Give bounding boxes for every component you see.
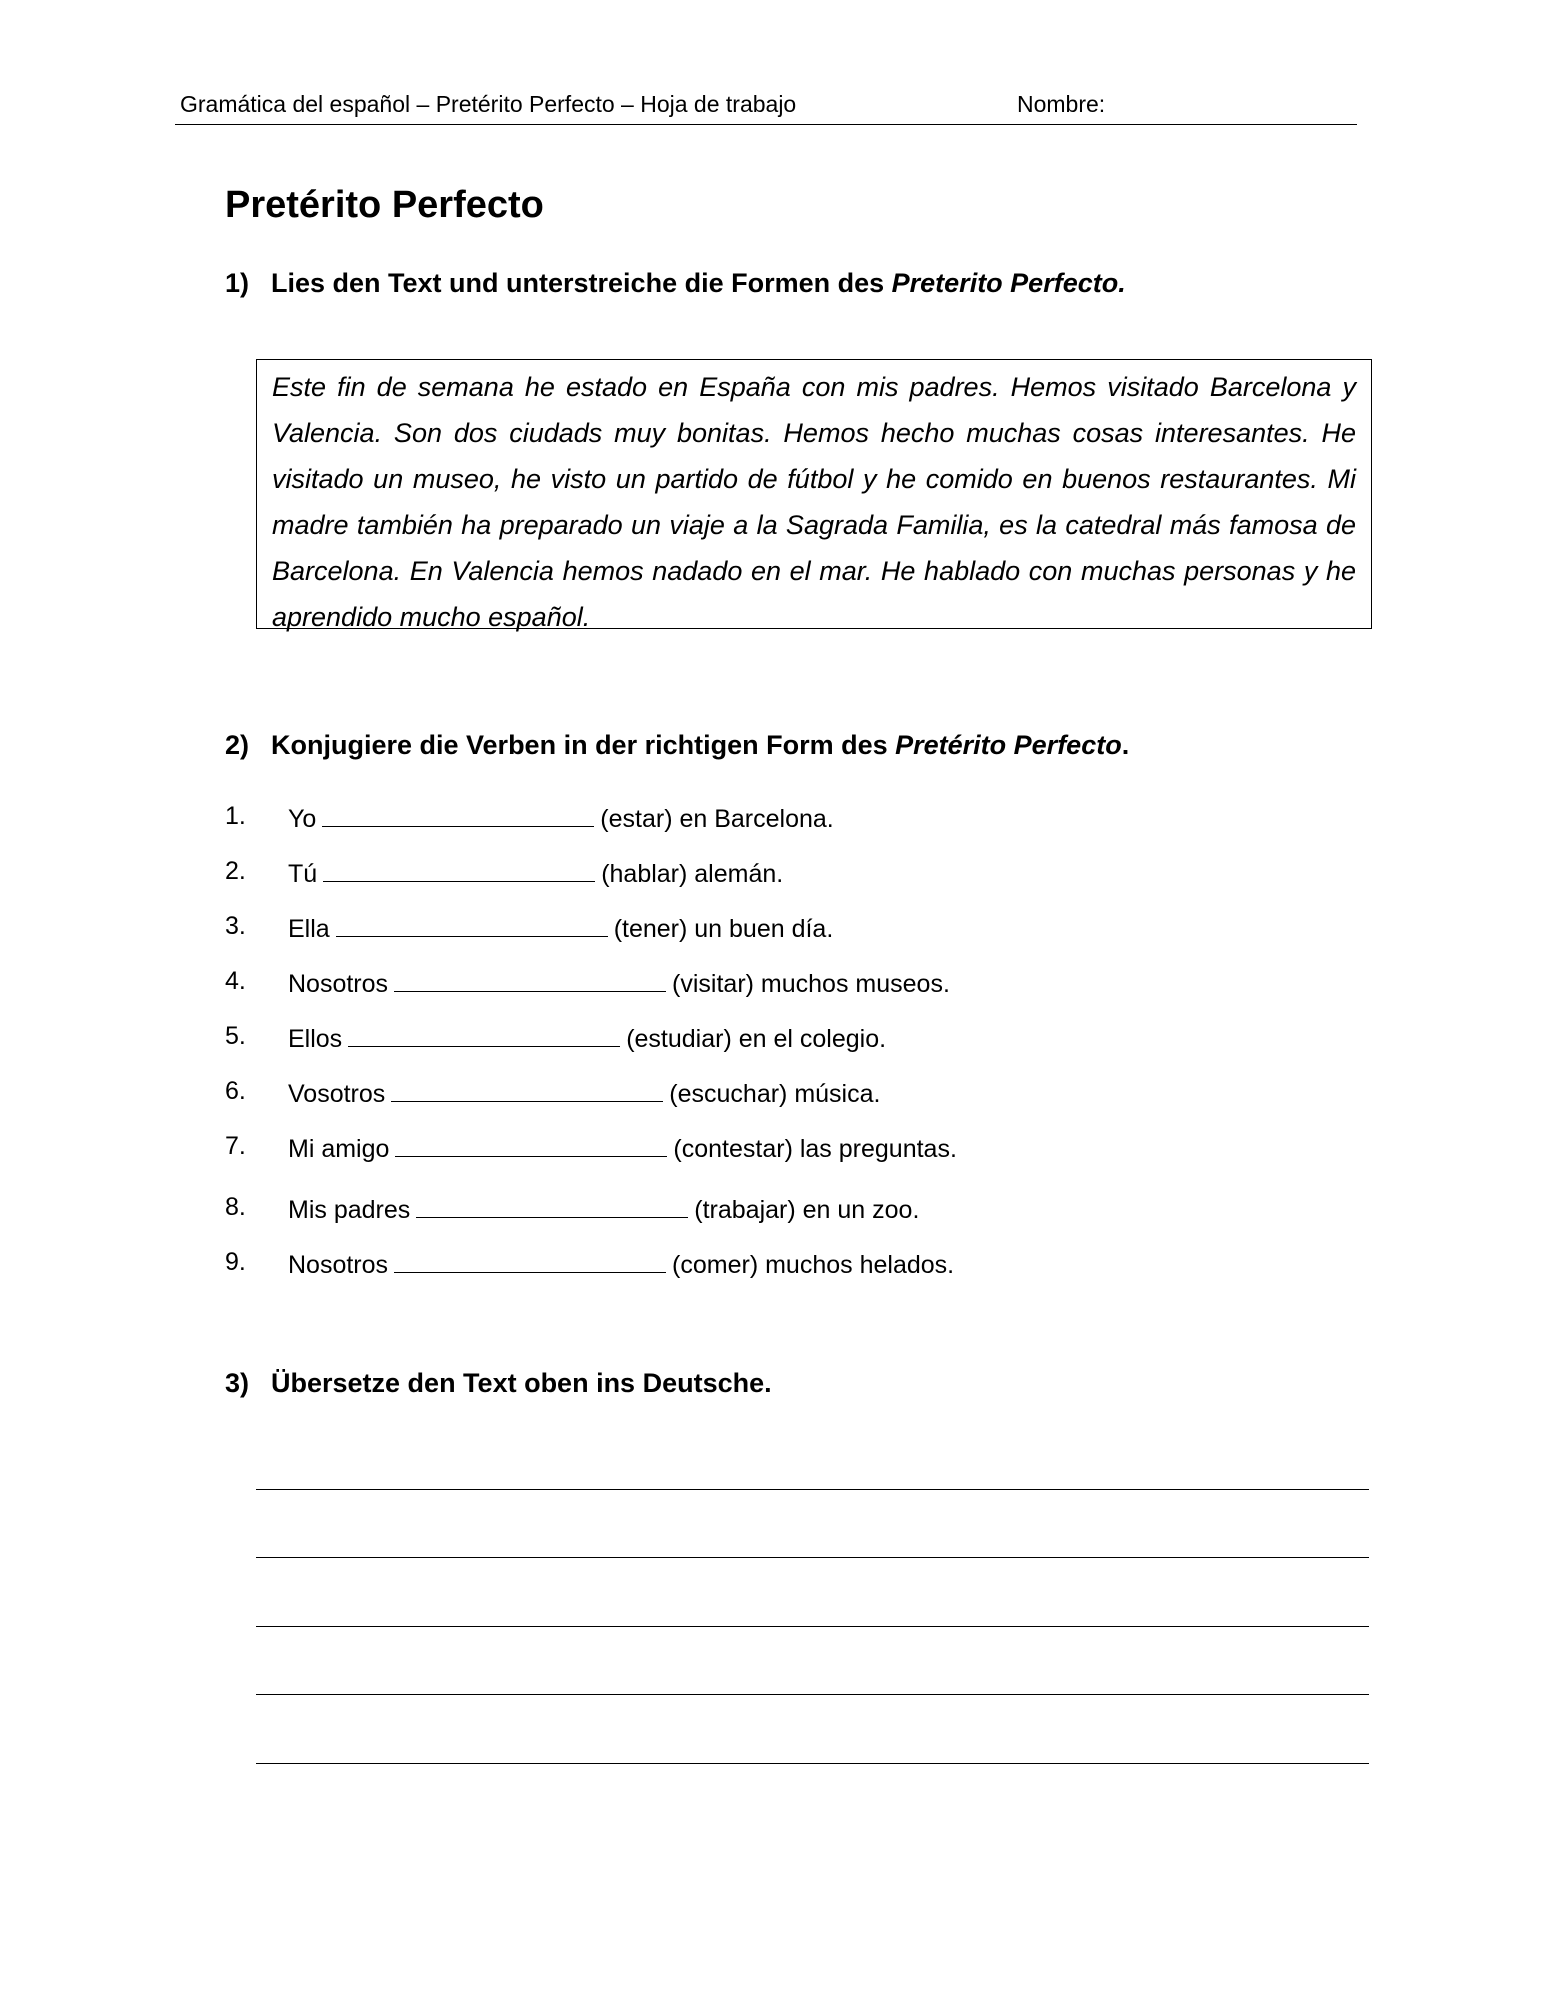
item-number: 8.	[225, 1193, 246, 1221]
item-subject: Tú	[288, 860, 318, 888]
answer-blank[interactable]	[391, 1077, 663, 1102]
reading-passage: Este fin de semana he estado en España con mis padres. Hemos visitado Barcelona y Valencia. Son dos ciudads muy bonitas. Hemos hecho muchas cosas interesantes. He visitado un museo, he visto un partido de fútbol y he comido en buenos restaurantes. Mi madre también ha preparado un viaje a la Sagrada Familia, es la catedral más famosa de Barcelona. En Valencia hemos nadado en el mar. He hablado con muchas personas y he aprendido mucho español.	[256, 359, 1372, 629]
page-title: Pretérito Perfecto	[225, 184, 544, 226]
answer-blank[interactable]	[322, 802, 594, 827]
item-subject: Nosotros	[288, 1251, 389, 1279]
answer-blank[interactable]	[394, 1248, 666, 1273]
item-subject: Nosotros	[288, 970, 389, 998]
item-subject: Ella	[288, 915, 330, 943]
item-number: 2.	[225, 857, 246, 885]
answer-blank[interactable]	[348, 1022, 620, 1047]
writing-line[interactable]	[256, 1694, 1369, 1695]
answer-blank[interactable]	[336, 912, 608, 937]
item-subject: Vosotros	[288, 1080, 386, 1108]
item-subject: Ellos	[288, 1025, 343, 1053]
header-title: Gramática del español – Pretérito Perfecto – Hoja de trabajo	[180, 91, 797, 117]
item-rest: (estudiar) en el colegio.	[626, 1025, 887, 1053]
item-number: 3.	[225, 912, 246, 940]
answer-blank[interactable]	[416, 1193, 688, 1218]
item-rest: (visitar) muchos museos.	[672, 970, 950, 998]
section-1-text: Lies den Text und unterstreiche die Formen des	[271, 268, 892, 298]
section-2-heading	[225, 730, 1129, 761]
item-subject: Mis padres	[288, 1196, 411, 1224]
item-number: 7.	[225, 1132, 246, 1160]
item-subject: Mi amigo	[288, 1135, 390, 1163]
section-2-text: Konjugiere die Verben in der richtigen Form des	[271, 730, 896, 760]
section-1-emphasis: Preterito Perfecto.	[891, 268, 1126, 298]
writing-line[interactable]	[256, 1763, 1369, 1764]
writing-line[interactable]	[256, 1489, 1369, 1490]
answer-blank[interactable]	[394, 967, 666, 992]
item-rest: (escuchar) música.	[669, 1080, 881, 1108]
section-3-number: 3)	[225, 1368, 250, 1398]
item-rest: (comer) muchos helados.	[672, 1251, 955, 1279]
item-rest: (estar) en Barcelona.	[600, 805, 834, 833]
item-subject: Yo	[288, 805, 317, 833]
item-number: 5.	[225, 1022, 246, 1050]
item-rest: (tener) un buen día.	[613, 915, 834, 943]
section-3-text: Übersetze den Text oben ins Deutsche.	[271, 1368, 772, 1398]
writing-line[interactable]	[256, 1626, 1369, 1627]
name-label: Nombre:	[1017, 91, 1106, 117]
answer-blank[interactable]	[323, 857, 595, 882]
section-2-end: .	[1121, 730, 1130, 760]
item-number: 6.	[225, 1077, 246, 1105]
answer-blank[interactable]	[395, 1132, 667, 1157]
item-number: 4.	[225, 967, 246, 995]
section-3-heading	[225, 1368, 772, 1399]
section-2-number: 2)	[225, 730, 250, 760]
section-1-number: 1)	[225, 268, 250, 298]
item-number: 9.	[225, 1248, 246, 1276]
section-1-heading	[225, 268, 1126, 299]
item-number: 1.	[225, 802, 246, 830]
item-rest: (hablar) alemán.	[601, 860, 784, 888]
writing-line[interactable]	[256, 1557, 1369, 1558]
item-rest: (contestar) las preguntas.	[673, 1135, 957, 1163]
item-rest: (trabajar) en un zoo.	[694, 1196, 920, 1224]
section-2-emphasis: Pretérito Perfecto	[895, 730, 1122, 760]
page-header	[175, 88, 1357, 125]
